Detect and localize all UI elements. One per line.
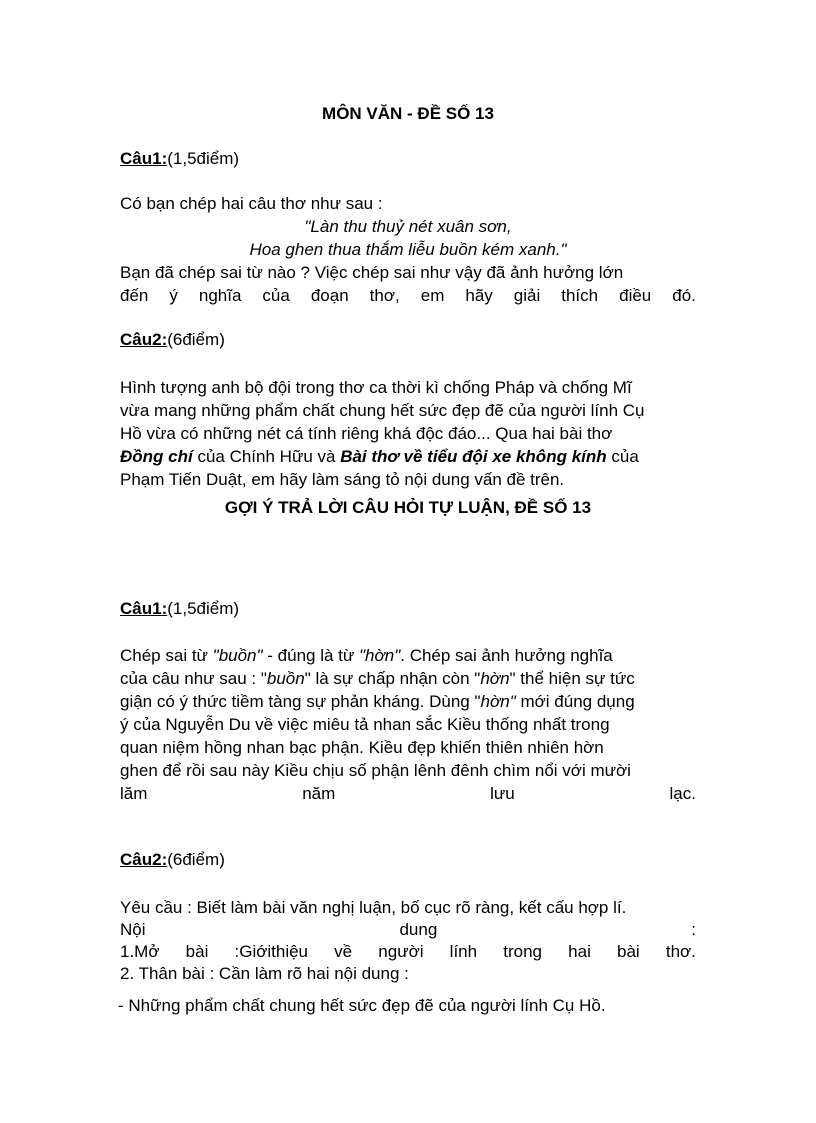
word: lưu: [490, 784, 515, 803]
text-run: hờn": [480, 692, 516, 711]
a1-line-4: ý của Nguyễn Du về việc miêu tả nhan sắc Kiều thống nhất trong: [120, 715, 610, 734]
word: nghĩa: [198, 286, 242, 305]
word: Nội: [120, 920, 146, 939]
q2-line-4: [120, 445, 696, 468]
q1-text-2: [120, 284, 696, 307]
text-run: giận có ý thức tiềm tàng sự phản kháng. Dùng ": [120, 692, 481, 711]
word: ý: [169, 286, 178, 305]
q1-intro: Có bạn chép hai câu thơ như sau :: [120, 194, 383, 213]
q2-line-5: Phạm Tiến Duật, em hãy làm sáng tỏ nội dung vấn đề trên.: [120, 470, 565, 489]
word: em: [420, 286, 445, 305]
word: dung: [399, 920, 438, 939]
text-run: " là sự chấp nhận còn ": [304, 669, 481, 688]
poem-title-dong-chi: Đồng chí: [120, 447, 193, 466]
poem-title-xe-khong-kinh: Bài thơ về tiểu đội xe không kính: [340, 447, 607, 466]
word: lạc.: [669, 784, 696, 803]
q1-text-1: Bạn đã chép sai từ nào ? Việc chép sai như vậy đã ảnh hưởng lớn: [120, 263, 624, 282]
a1-heading: [120, 599, 239, 619]
a2-line-1: Yêu cầu : Biết làm bài văn nghị luận, bố cục rõ ràng, kết cấu hợp lí.: [120, 898, 627, 917]
text-run: của: [606, 447, 639, 466]
text-run: Chép sai từ: [120, 646, 213, 665]
word: giải: [513, 286, 541, 305]
text-run: . Chép sai ảnh hưởng nghĩa: [400, 646, 613, 665]
a2-line-3: [120, 940, 696, 963]
a2-line-2: [120, 918, 696, 941]
a1-line-7: [120, 782, 696, 805]
a1-line-6: ghen để rồi sau này Kiều chịu số phận lênh đênh chìm nổi với mười: [120, 761, 631, 780]
word: :: [691, 920, 696, 939]
q2-points: (6điểm): [167, 330, 225, 349]
q2-heading: [120, 330, 225, 350]
page-title: MÔN VĂN - ĐỀ SỐ 13: [322, 104, 494, 123]
q2-line-3: Hồ vừa có những nét cá tính riêng khá độc đáo... Qua hai bài thơ: [120, 424, 613, 443]
text-run: mới đúng dụng: [515, 692, 635, 711]
q2-line-1: Hình tượng anh bộ đội trong thơ ca thời kì chống Pháp và chống Mĩ: [120, 378, 632, 397]
word: đoạn: [310, 286, 349, 305]
q1-label: Câu1:: [120, 149, 168, 168]
word: về: [334, 942, 353, 961]
a2-points: (6điểm): [167, 850, 225, 869]
a2-label: Câu2:: [120, 850, 168, 869]
word: đó.: [672, 286, 696, 305]
word: thơ.: [665, 942, 696, 961]
word: của: [262, 286, 290, 305]
word: trong: [503, 942, 542, 961]
a1-line-2: [120, 667, 696, 690]
a1-label: Câu1:: [120, 599, 168, 618]
word: bài: [185, 942, 209, 961]
word: :Giớithiệu: [234, 942, 309, 961]
q1-verse-1: "Làn thu thuỷ nét xuân sơn,: [304, 217, 512, 236]
a1-line-5: quan niệm hồng nhan bạc phận. Kiều đẹp khiến thiên nhiên hờn: [120, 738, 604, 757]
a2-heading: [120, 850, 225, 870]
a1-points: (1,5điểm): [167, 599, 240, 618]
q1-verse-2: Hoa ghen thua thắm liễu buồn kém xanh.": [249, 240, 567, 259]
text-run: của Chính Hữu và: [192, 447, 341, 466]
word: điều: [619, 286, 652, 305]
a2-line-5: - Những phẩm chất chung hết sức đẹp đẽ của người lính Cụ Hồ.: [118, 996, 606, 1015]
a2-line-4: 2. Thân bài : Cần làm rõ hai nội dung :: [120, 964, 409, 983]
text-run: "hờn": [358, 646, 401, 665]
word: hai: [568, 942, 591, 961]
text-run: hờn: [480, 669, 510, 688]
a1-line-3: [120, 690, 696, 713]
q2-label: Câu2:: [120, 330, 168, 349]
word: người: [378, 942, 424, 961]
word: lăm: [120, 784, 148, 803]
q2-line-2: vừa mang những phẩm chất chung hết sức đẹp đẽ của người lính Cụ: [120, 401, 645, 420]
text-run: của câu như sau : ": [120, 669, 267, 688]
word: thích: [561, 286, 599, 305]
word: bài: [617, 942, 640, 961]
text-run: "buồn": [212, 646, 263, 665]
text-run: buồn: [266, 669, 305, 688]
answer-title: GỢI Ý TRẢ LỜI CÂU HỎI TỰ LUẬN, ĐỀ SỐ 13: [224, 498, 592, 517]
text-run: " thể hiện sự tức: [509, 669, 635, 688]
word: lính: [449, 942, 478, 961]
word: đến: [120, 286, 149, 305]
word: thơ,: [369, 286, 400, 305]
word: năm: [302, 784, 336, 803]
q1-points: (1,5điểm): [167, 149, 240, 168]
word: 1.Mở: [120, 942, 160, 961]
text-run: - đúng là từ: [262, 646, 359, 665]
word: hãy: [465, 286, 493, 305]
q1-heading: [120, 149, 239, 169]
a1-line-1: [120, 644, 696, 667]
